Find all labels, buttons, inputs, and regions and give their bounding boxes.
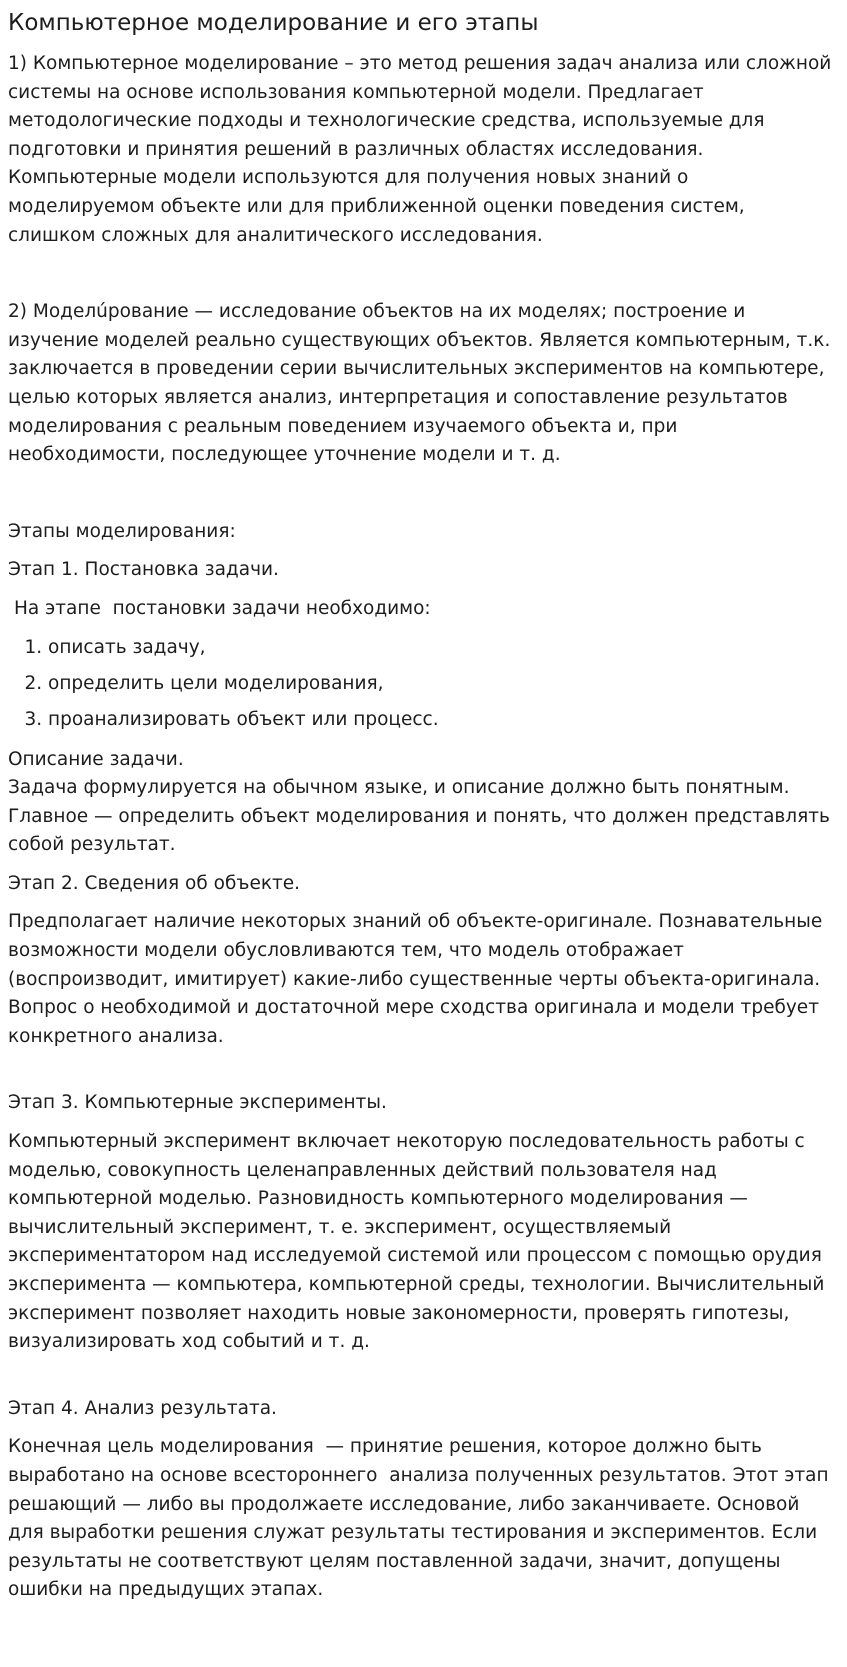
stage1-task-list [8, 630, 835, 738]
stage1-heading: Этап 1. Постановка задачи. [8, 559, 279, 581]
paragraph-definition-2: 2) Моделúрование — исследование объектов на их моделях; построение и изучение моделей реально существующих объектов. Является компьютерным, т.к. заключается в проведении серии вычислительных экспериментов на компьютере, целью которых является анализ, интерпретация и сопоставление результатов моделирования с реальным поведением изучаемого объекта и, при необходимости, последующее уточнение модели и т. д. [8, 301, 837, 466]
stage2-heading: Этап 2. Сведения об объекте. [8, 872, 301, 894]
paragraph-definition-1: 1) Компьютерное моделирование – это метод решения задач анализа или сложной системы на основе использования компьютерной модели. Предлагает методологические подходы и технологические средства, используемые для подготовки и принятия решений в различных областях исследования. Компьютерные модели используются для получения новых знаний о моделируемом объекте или для приближенной оценки поведения систем, слишком сложных для аналитического исследования. [8, 53, 838, 246]
stage4-heading: Этап 4. Анализ результата. [8, 1397, 277, 1419]
stage4-text: Конечная цель моделирования — принятие решения, которое должно быть выработано на основе всестороннего анализа полученных результатов. Этот этап решающий — либо вы продолжаете исследование, либо заканчиваете. Основой для выработки решения служат результаты тестирования и экспериментов. Если результаты не соответствуют целям поставленной задачи, значит, допущены ошибки на предыдущих этапах. [8, 1436, 835, 1601]
stage1-description [8, 746, 835, 860]
list-item: 3. проанализировать объект или процесс. [48, 702, 835, 738]
stage1-intro: На этапе постановки задачи необходимо: [14, 597, 431, 619]
list-item: 2. определить цели моделирования, [48, 666, 835, 702]
stages-heading: Этапы моделирования: [8, 520, 236, 542]
page-title: Компьютерное моделирование и его этапы [8, 10, 539, 36]
stage2-text: Предполагает наличие некоторых знаний об объекте-оригинале. Познавательные возможности модели обусловливаются тем, что модель отображает (воспроизводит, имитирует) какие-либо существенные черты объекта-оригинала. Вопрос о необходимой и достаточной мере сходства оригинала и модели требует конкретного анализа. [8, 911, 829, 1047]
stage3-text: Компьютерный эксперимент включает некоторую последовательность работы с моделью, совокупность целенаправленных действий пользователя над компьютерной моделью. Разновидность компьютерного моделирования — вычислительный эксперимент, т. е. эксперимент, осуществляемый экспериментатором над исследуемой системой или процессом с помощью орудия эксперимента — компьютера, компьютерной среды, технологии. Вычислительный эксперимент позволяет находить новые закономерности, проверять гипотезы, визуализировать ход событий и т. д. [8, 1131, 831, 1353]
stage3-heading: Этап 3. Компьютерные эксперименты. [8, 1092, 387, 1114]
stage1-description-title: Описание задачи. [8, 748, 184, 770]
list-item: 1. описать задачу, [48, 630, 835, 666]
stage1-description-text: Задача формулируется на обычном языке, и описание должно быть понятным. Главное — определить объект моделирования и понять, что должен представлять собой результат. [8, 777, 836, 856]
